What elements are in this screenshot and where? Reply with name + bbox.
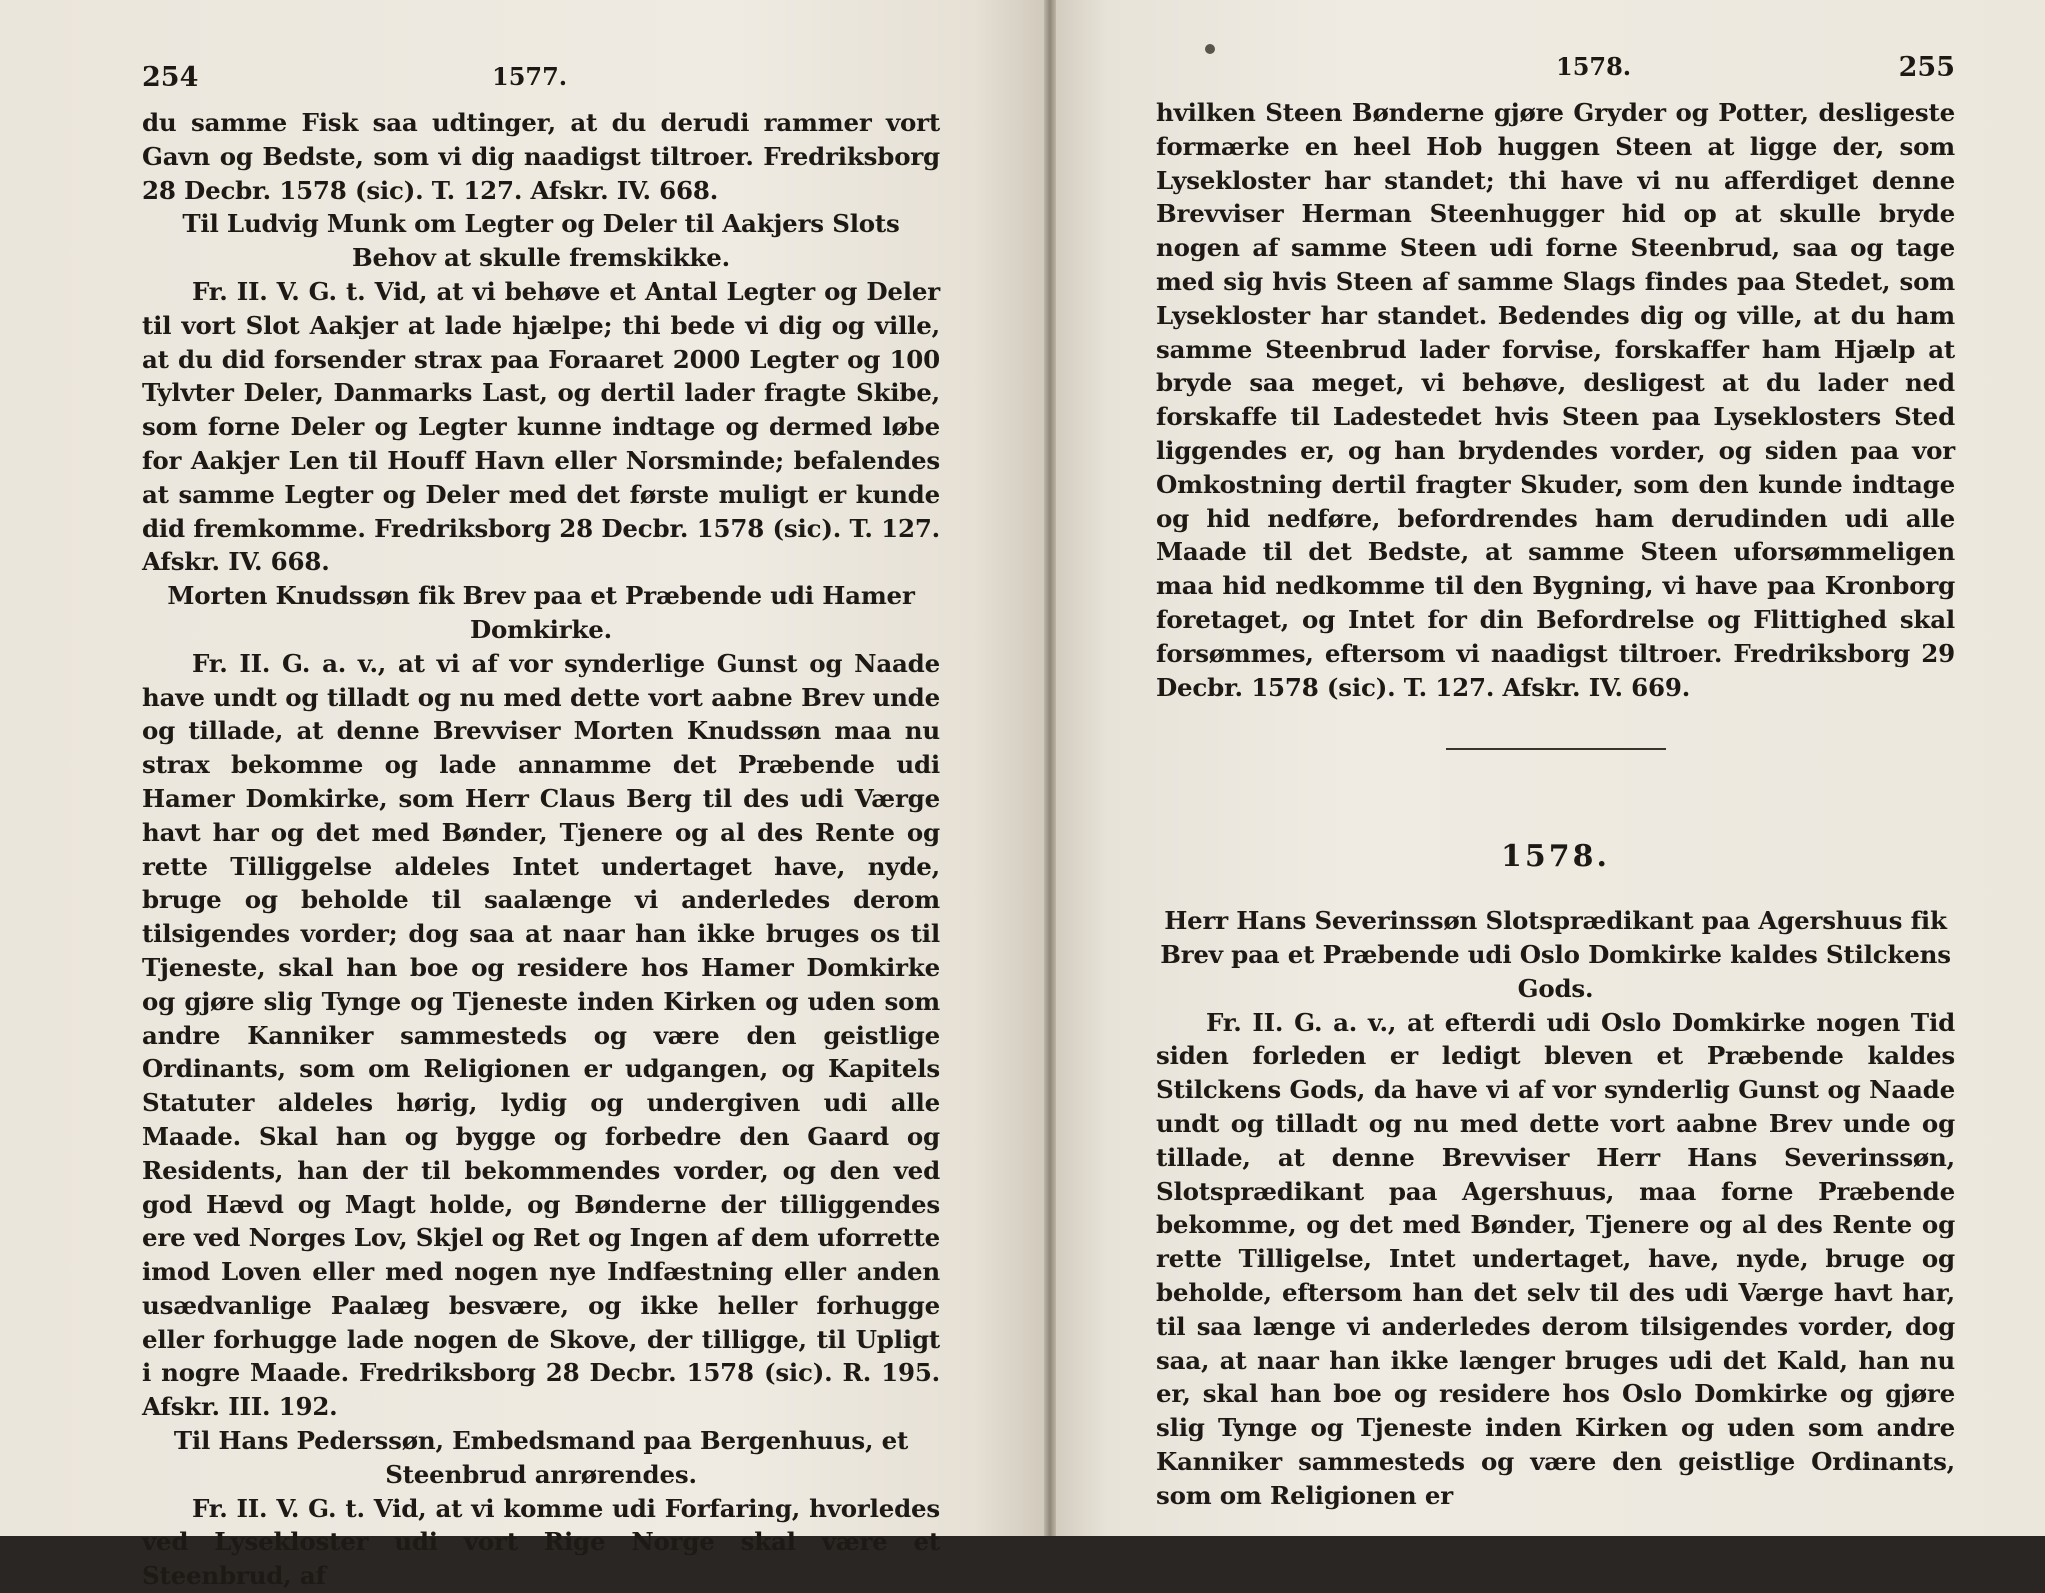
book-gutter: [1044, 0, 1056, 1536]
right-page: [1048, 0, 2045, 1536]
paragraph: Fr. II. G. a. v., at efterdi udi Oslo Domkirke nogen Tid siden forleden er ledigt bleven et Præbende kaldes Stilckens Gods, da have vi af vor synderlig Gunst og Naade undt og tilladt og nu med dette vort aabne Brev unde og tillade, at denne Brevviser Herr Hans Severinssøn, Slotsprædikant paa Agershuus, maa forne Præbende bekomme, og det med Bønder, Tjenere og al des Rente og rette Tilligelse, Intet undertaget, have, nyde, bruge og beholde, eftersom han det selv til des udi Værge havt har, til saa længe vi anderledes derom tilsigendes vorder, dog saa, at naar han ikke længer bruges udi det Kald, han nu er, skal han boe og residere hos Oslo Domkirke og gjøre slig Tynge og Tjeneste inden Kirken og uden som andre Kanniker sammesteds og være den geistlige Ordinants, som om Religionen er: [1156, 1007, 1955, 1510]
year-section-mark: 1578.: [1501, 839, 1610, 875]
right-page-text: [1156, 96, 1955, 1512]
paragraph: Fr. II. V. G. t. Vid, at vi behøve et Antal Legter og Deler til vort Slot Aakjer at lade hjælpe; thi bede vi dig og ville, at du did forsender strax paa Foraaret 2000 Legter og 100 Tylvter Deler, Danmarks Last, og dertil lader fragte Skibe, som forne Deler og Legter kunne indtage og dermed løbe for Aakjer Len til Houff Havn eller Norsminde; befalendes at samme Legter og Deler med det første muligt er kunde did fremkomme. Fredriksborg 28 Decbr. 1578 (sic). T. 127. Afskr. IV. 668.: [142, 276, 940, 577]
paragraph: du samme Fisk saa udtinger, at du derudi rammer vort Gavn og Bedste, som vi dig naadigst tiltroer. Fredriksborg 28 Decbr. 1578 (sic). T. 127. Afskr. IV. 668.: [142, 108, 940, 205]
ink-spot: [1205, 44, 1215, 54]
right-page-header: [1156, 52, 1955, 96]
paragraph: hvilken Steen Bønderne gjøre Gryder og Potter, desligeste formærke en heel Hob huggen Steen at ligge der, som Lysekloster har standet; thi have vi nu afferdiget denne Brevviser Herman Steenhugger hid op at skulle bryde nogen af samme Steen udi forne Steenbrud, saa og tage med sig hvis Steen af samme Slags findes paa Stedet, som Lysekloster har standet. Bedendes dig og ville, at du ham samme Steenbrud lader forvise, forskaffer ham Hjælp at bryde saa meget, vi behøve, desligest at du lader ned forskaffe til Ladestedet hvis Steen paa Lyseklosters Sted liggendes er, og han brydendes vorder, og siden paa vor Omkostning dertil fragter Skuder, som den kunde indtage og hid nedføre, befordrendes ham derudinden udi alle Maade til det Bedste, at samme Steen uforsømmeligen maa hid nedkomme til den Bygning, vi have paa Kronborg foretaget, og Intet for din Befordrelse og Flittighed skal forsømmes, eftersom vi naadigst tiltroer. Fredriksborg 29 Decbr. 1578 (sic). T. 127. Afskr. IV. 669.: [1156, 98, 1955, 702]
page-number: 254: [142, 62, 199, 93]
left-page-text: [142, 106, 940, 1593]
letter-heading: Morten Knudssøn fik Brev paa et Præbende udi Hamer Domkirke.: [167, 581, 915, 644]
year-header: 1577.: [492, 62, 568, 91]
letter-heading: Til Hans Pederssøn, Embedsmand paa Bergenhuus, et Steenbrud anrørendes.: [173, 1426, 909, 1489]
letter-heading: Til Ludvig Munk om Legter og Deler til Aakjers Slots Behov at skulle fremskikke.: [182, 209, 900, 273]
section-divider: [1446, 748, 1666, 750]
paragraph: Fr. II. V. G. t. Vid, at vi komme udi Forfaring, hvorledes ved Lysekloster udi vort Rige Norge skal være et Steenbrud, af: [142, 1493, 940, 1591]
page-number: 255: [1898, 52, 1955, 83]
left-page-header: [142, 62, 940, 106]
paragraph: Fr. II. G. a. v., at vi af vor synderlige Gunst og Naade have undt og tilladt og nu med dette vort aabne Brev unde og tillade, at denne Brevviser Morten Knudssøn maa nu strax bekomme og lade annamme det Præbende udi Hamer Domkirke, som Herr Claus Berg til des udi Værge havt har og det med Bønder, Tjenere og al des Rente og rette Tilliggelse aldeles Intet undertaget have, nyde, bruge og beholde til saalænge vi anderledes derom tilsigendes vorder; dog saa at naar han ikke bruges os til Tjeneste, skal han boe og residere hos Hamer Domkirke og gjøre slig Tynge og Tjeneste inden Kirken og uden som andre Kanniker sammesteds og være den geistlige Ordinants, som om Religionen er udgangen, og Kapitels Statuter aldeles hørig, lydig og undergiven udi alle Maade. Skal han og bygge og forbedre den Gaard og Residents, han der til bekommendes vorder, og den ved god Hævd og Magt holde, og Bønderne der tilliggendes ere ved Norges Lov, Skjel og Ret og Ingen af dem uforrette imod Loven eller med nogen nye Indfæstning eller anden usædvanlige Paalæg besvære, og ikke heller forhugge eller forhugge lade nogen de Skove, der tilligge, til Upligt i nogre Maade. Fredriksborg 28 Decbr. 1578 (sic). R. 195. Afskr. III. 192.: [142, 648, 940, 1422]
year-header: 1578.: [1556, 52, 1632, 81]
letter-heading: Herr Hans Severinssøn Slotsprædikant paa Agershuus fik Brev paa et Præbende udi Oslo Domkirke kaldes Stilckens Gods.: [1160, 906, 1951, 1003]
